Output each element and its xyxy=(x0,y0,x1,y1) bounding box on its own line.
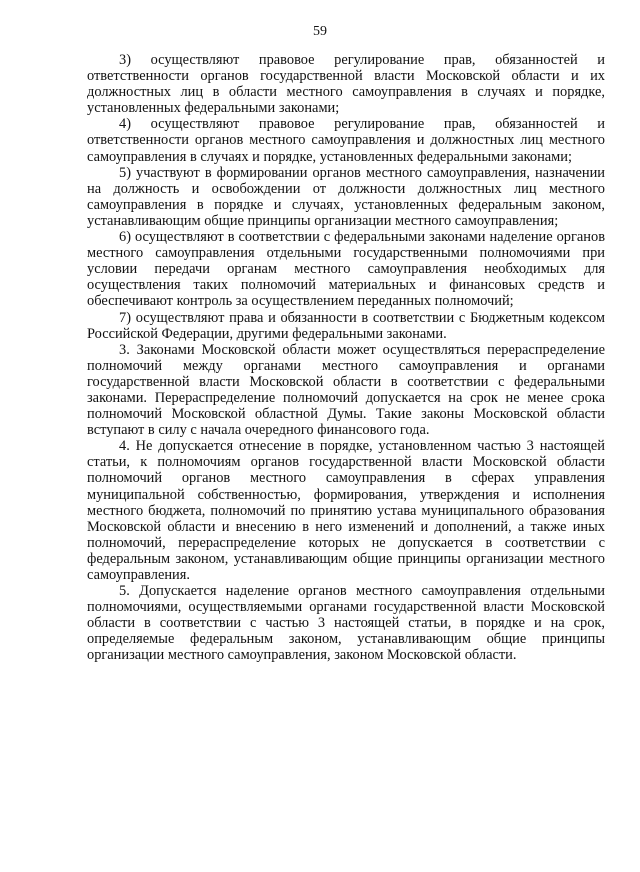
paragraph-item-3: 3) осуществляют правовое регулирование прав, обязанностей и ответственности органов государственной власти Московской области и их должностных лиц в области местного самоуправления в случаях и порядке, установленных федеральными законами; xyxy=(87,52,605,117)
page-number: 59 xyxy=(313,24,327,39)
paragraph-item-7: 7) осуществляют права и обязанности в соответствии с Бюджетным кодексом Российской Федерации, другими федеральными законами. xyxy=(87,309,605,342)
paragraph-part-3: 3. Законами Московской области может осуществляться перераспределение полномочий между органами местного самоуправления и органами государственной власти Московской области в соответствии с федеральными законами. Перераспределение полномочий допускается на срок не менее срока полномочий Московской областной Думы. Такие законы Московской области вступают в силу с начала очередного финансового года. xyxy=(87,341,605,439)
paragraph-item-5: 5) участвуют в формировании органов местного самоуправления, назначении на должность и освобождении от должности должностных лиц местного самоуправления в порядке и случаях, установленных федеральным законом, устанавливающим общие принципы организации местного самоуправления; xyxy=(87,164,605,229)
paragraph-part-4: 4. Не допускается отнесение в порядке, установленном частью 3 настоящей статьи, к полномочиям органов государственной власти Московской области полномочий органов местного самоуправления в сферах управления муниципальной собственностью, формирования, утверждения и исполнения местного бюджета, полномочий по принятию устава муниципального образования Московской области и внесению в него изменений и дополнений, а также иных полномочий, перераспределение которых не допускается в соответствии с федеральным законом, устанавливающим общие принципы организации местного самоуправления. xyxy=(87,438,605,583)
paragraph-part-5: 5. Допускается наделение органов местного самоуправления отдельными полномочиями, осуществляемыми органами государственной власти Московской области в соответствии с частью 3 настоящей статьи, в порядке и на срок, определяемые федеральным законом, устанавливающим общие принципы организации местного самоуправления, законом Московской области. xyxy=(87,583,605,664)
document-body xyxy=(87,52,605,664)
paragraph-item-6: 6) осуществляют в соответствии с федеральными законами наделение органов местного самоуправления отдельными государственными полномочиями при условии передачи органам местного самоуправления необходимых для осуществления таких полномочий материальных и финансовых средств и обеспечивают контроль за осуществлением переданных полномочий; xyxy=(87,229,605,310)
paragraph-item-4: 4) осуществляют правовое регулирование прав, обязанностей и ответственности органов местного самоуправления и должностных лиц местного самоуправления в случаях и порядке, установленных федеральными законами; xyxy=(87,116,605,165)
